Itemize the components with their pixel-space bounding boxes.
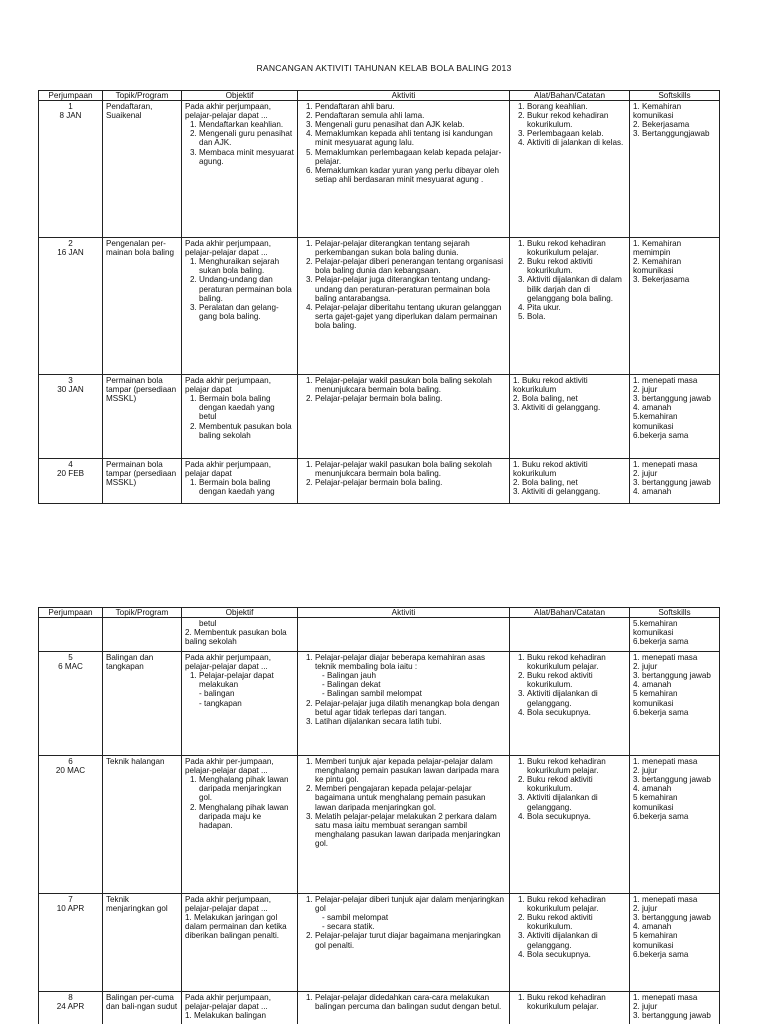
meeting-cell	[39, 992, 103, 1024]
table-header-row	[39, 91, 720, 101]
softskill: 1. menepati masa	[633, 895, 698, 905]
list-item: 1. Borang keahlian.	[527, 102, 626, 111]
meeting-number: 4	[68, 460, 73, 470]
list-item: 2. Pendaftaran semula ahli lama.	[315, 111, 506, 120]
activity-cell	[298, 375, 510, 459]
meeting-date: 30 JAN	[57, 385, 84, 395]
list-item: 6. Memaklumkan kadar yuran yang perlu dibayar oleh setiap ahli berdasaran minit mesyuarat agung .	[315, 166, 506, 184]
list-item: 1. Buku rekod kehadiran kokurikulum pelajar.	[527, 993, 626, 1011]
list-item: 4. Memaklumkan kepada ahli tentang isi kandungan minit mesyuarat agung lalu.	[315, 129, 506, 147]
table-row	[39, 618, 720, 652]
list-item: 2. Buku rekod aktiviti kokurikulum.	[527, 257, 626, 275]
softskills-cell	[630, 238, 720, 375]
list-item	[199, 671, 294, 707]
list-item: 1. Menghalang pihak lawan daripada menjaringkan gol.	[199, 775, 294, 802]
list-item: 1. Buku rekod kehadiran kokurikulum pelajar.	[527, 895, 626, 913]
softskill: 5 kemahiran komunikasi	[633, 793, 678, 812]
meeting-date: 16 JAN	[57, 248, 84, 258]
list-item: 1. Bermain bola baling dengan kaedah yang	[199, 478, 294, 496]
softskills-cell	[630, 992, 720, 1024]
objective-intro: Pada akhir perjumpaan, pelajar dapat	[185, 460, 271, 479]
topic-cell: Permainan bola tampar (persediaan MSSKL)	[103, 375, 182, 459]
objective-cell	[182, 894, 298, 992]
meeting-cell	[39, 459, 103, 504]
tools-cell	[510, 238, 630, 375]
dash-item: - Balingan jauh	[331, 671, 506, 680]
activity-cell	[298, 238, 510, 375]
objective-cell	[182, 992, 298, 1024]
softskill: 1. menepati masa	[633, 993, 698, 1003]
meeting-date: 24 APR	[56, 1002, 85, 1012]
objective-sub: - tangkapan	[199, 698, 242, 708]
activity-cell	[298, 618, 510, 652]
table-row	[39, 652, 720, 756]
softskill: 2. jujur	[633, 662, 658, 672]
tools-cell	[510, 894, 630, 992]
list-item: 2. Memberi pengajaran kepada pelajar-pelajar bagaimana untuk menghalang pemain pasukan lawan daripada menjaringkan gol.	[315, 784, 506, 811]
list-item: 1. Pelajar-pelajar wakil pasukan bola baling sekolah menunjukcara bermain bola baling.	[315, 376, 506, 394]
list-item: 3. Pelajar-pelajar juga diterangkan tentang undang-undang dan peraturan-peraturan permainan bola baling antarabangsa.	[315, 275, 506, 302]
dash-item: - sambil melompat	[331, 913, 506, 922]
list-item: 2. Bukur rekod kehadiran kokurikulum.	[527, 111, 626, 129]
tool-line: 3. Aktiviti di gelanggang.	[513, 487, 601, 497]
softskill: 6.bekerja sama	[633, 430, 689, 440]
meeting-number: 2	[68, 239, 73, 249]
list-item: 3. Perlembagaan kelab.	[527, 129, 626, 138]
tools-cell	[510, 618, 630, 652]
topic-cell: Pendaftaran, Suaikenal	[103, 101, 182, 238]
list-item: 1. Pelajar-pelajar wakil pasukan bola baling sekolah menunjukcara bermain bola baling.	[315, 460, 506, 478]
dash-item: - secara statik.	[331, 922, 506, 931]
list-item	[315, 895, 506, 931]
objective-sub: - balingan	[199, 689, 235, 699]
softskill: 6.bekerja sama	[633, 707, 689, 717]
softskills-cell	[630, 101, 720, 238]
list-item: 2. Buku rekod aktiviti kokurikulum.	[527, 775, 626, 793]
header-alat: Alat/Bahan/Catatan	[510, 608, 630, 618]
topic-cell	[103, 618, 182, 652]
objective-intro: Pada akhir perjumpaan, pelajar-pelajar dapat ...	[185, 895, 271, 914]
objective-line: 2. Membentuk pasukan bola baling sekolah	[185, 628, 287, 647]
list-item: 1. Bermain bola baling dengan kaedah yang betul	[199, 394, 294, 421]
topic-cell: Teknik halangan	[103, 756, 182, 894]
activity-text: 1. Pelajar-pelajar diberi tunjuk ajar dalam menjaringkan gol	[315, 895, 504, 914]
softskill: 3. Bertanggungjawab	[633, 129, 710, 139]
softskill: 4. amanah	[633, 680, 672, 690]
header-aktiviti: Aktiviti	[298, 91, 510, 101]
table-header-row	[39, 608, 720, 618]
document-title: RANCANGAN AKTIVITI TAHUNAN KELAB BOLA BALING 2013	[256, 63, 512, 73]
meeting-date: 8 JAN	[59, 111, 82, 121]
list-item: 5. Bola.	[527, 312, 626, 321]
objective-intro: Pada akhir per-jumpaan, pelajar-pelajar dapat ...	[185, 757, 274, 776]
list-item: 2. Menghalang pihak lawan daripada maju ke hadapan.	[199, 803, 294, 830]
list-item: 1. Buku rekod kehadiran kokurikulum pelajar.	[527, 653, 626, 671]
objective-text: 1. Pelajar-pelajar dapat melakukan	[199, 671, 274, 690]
header-perjumpaan: Perjumpaan	[39, 608, 103, 618]
list-item: 1. Pendaftaran ahli baru.	[315, 102, 506, 111]
tool-line: 2. Bola baling, net	[513, 394, 578, 404]
table-row	[39, 101, 720, 238]
plan-table-1	[38, 90, 720, 504]
activity-text: 1. Pelajar-pelajar diajar beberapa kemahiran asas teknik membaling bola iaitu :	[315, 653, 486, 672]
objective-cell	[182, 652, 298, 756]
list-item: 4. Bola secukupnya.	[527, 950, 626, 959]
tools-cell	[510, 101, 630, 238]
softskill: 6.bekerja sama	[633, 811, 689, 821]
meeting-cell	[39, 238, 103, 375]
softskill: 3. bertanggung jawab	[633, 1011, 711, 1021]
topic-cell: Pengenalan per-mainan bola baling	[103, 238, 182, 375]
softskill: 3. bertanggung jawab	[633, 913, 711, 923]
header-softskills: Softskills	[630, 608, 720, 618]
softskill: 5.kemahiran komunikasi	[633, 619, 678, 638]
list-item: 3. Aktiviti dijalankan di gelanggang.	[527, 931, 626, 949]
meeting-number: 3	[68, 376, 73, 386]
meeting-date: 10 APR	[56, 904, 85, 914]
softskill: 2. jujur	[633, 1002, 658, 1012]
objective-line: 1. Melakukan jaringan gol dalam permainan dan ketika diberikan balingan penalti.	[185, 913, 287, 941]
softskill: 3. Bekerjasama	[633, 275, 690, 285]
table-row	[39, 894, 720, 992]
objective-cell	[182, 459, 298, 504]
objective-line: betul	[199, 619, 217, 629]
topic-cell: Balingan dan tangkapan	[103, 652, 182, 756]
objective-cell	[182, 756, 298, 894]
meeting-cell	[39, 618, 103, 652]
header-topik: Topik/Program	[103, 608, 182, 618]
list-item: 4. Bola secukupnya.	[527, 812, 626, 821]
header-perjumpaan: Perjumpaan	[39, 91, 103, 101]
list-item: 4. Aktiviti di jalankan di kelas.	[527, 138, 626, 147]
header-topik: Topik/Program	[103, 91, 182, 101]
softskill: 3. bertanggung jawab	[633, 478, 711, 488]
softskill: 4. amanah	[633, 922, 672, 932]
list-item: 1. Pelajar-pelajar didedahkan cara-cara melakukan balingan percuma dan balingan sudut dengan betul.	[315, 993, 506, 1011]
list-item: 1. Menghuraikan sejarah sukan bola baling.	[199, 257, 294, 275]
softskill: 2. Kemahiran komunikasi	[633, 257, 682, 276]
table-row	[39, 992, 720, 1024]
list-item: 1. Buku rekod kehadiran kokurikulum pelajar.	[527, 757, 626, 775]
meeting-number: 1	[68, 102, 73, 112]
tool-line: 2. Bola baling, net	[513, 478, 578, 488]
topic-cell: Permainan bola tampar (persediaan MSSKL)	[103, 459, 182, 504]
dash-item: - Balingan sambil melompat	[331, 689, 506, 698]
tool-line: 1. Buku rekod aktiviti kokurikulum	[513, 460, 588, 479]
softskill: 2. jujur	[633, 904, 658, 914]
objective-intro: Pada akhir perjumpaan, pelajar-pelajar dapat ...	[185, 239, 271, 258]
softskill: 5 kemahiran komunikasi	[633, 931, 678, 950]
meeting-number: 8	[68, 993, 73, 1003]
softskill: 2. jujur	[633, 469, 658, 479]
tools-cell	[510, 652, 630, 756]
list-item: 4. Pelajar-pelajar diberitahu tentang ukuran gelanggan serta gajet-gajet yang diperlukan dalam permainan bola baling.	[315, 303, 506, 330]
list-item: 3. Aktiviti dijalankan di dalam bilik darjah dan di gelanggang bola baling.	[527, 275, 626, 302]
softskill: 3. bertanggung jawab	[633, 671, 711, 681]
meeting-cell	[39, 375, 103, 459]
meeting-cell	[39, 101, 103, 238]
softskills-cell	[630, 756, 720, 894]
list-item: 2. Membentuk pasukan bola baling sekolah	[199, 422, 294, 440]
tools-cell	[510, 992, 630, 1024]
table-row	[39, 756, 720, 894]
objective-intro: Pada akhir perjumpaan, pelajar dapat	[185, 376, 271, 395]
list-item: 1. Memberi tunjuk ajar kepada pelajar-pelajar dalam menghalang pemain pasukan lawan daripada mara ke pintu gol.	[315, 757, 506, 784]
list-item: 1. Pelajar-pelajar diterangkan tentang sejarah perkembangan sukan bola baling dunia.	[315, 239, 506, 257]
topic-cell: Balingan per-cuma dan bali-ngan sudut	[103, 992, 182, 1024]
softskill: 1. menepati masa	[633, 460, 698, 470]
softskills-cell	[630, 652, 720, 756]
list-item: 3. Mengenali guru penasihat dan AJK kelab.	[315, 120, 506, 129]
list-item: 1. Buku rekod kehadiran kokurikulum pelajar.	[527, 239, 626, 257]
list-item	[315, 653, 506, 698]
meeting-number: 6	[68, 757, 73, 767]
meeting-date: 20 FEB	[57, 469, 84, 479]
list-item: 2. Pelajar-pelajar diberi penerangan tentang organisasi bola baling dunia dan kebangsaan.	[315, 257, 506, 275]
objective-cell	[182, 238, 298, 375]
activity-cell	[298, 894, 510, 992]
list-item: 2. Pelajar-pelajar juga dilatih menangkap bola dengan betul agar tidak terlepas dari tangan.	[315, 699, 506, 717]
objective-cell	[182, 618, 298, 652]
tool-line: 3. Aktiviti di gelanggang.	[513, 403, 601, 413]
activity-cell	[298, 756, 510, 894]
list-item: 3. Latihan dijalankan secara latih tubi.	[315, 717, 506, 726]
activity-cell	[298, 992, 510, 1024]
softskill: 4. amanah	[633, 487, 672, 497]
softskill: 5 kemahiran komunikasi	[633, 689, 678, 708]
list-item: 2. Pelajar-pelajar turut diajar bagaimana menjaringkan gol penalti.	[315, 931, 506, 949]
list-item: 3. Membaca minit mesyuarat agung.	[199, 148, 294, 166]
topic-cell: Teknik menjaringkan gol	[103, 894, 182, 992]
list-item: 2. Undang-undang dan peraturan permainan bola baling.	[199, 275, 294, 302]
header-softskills: Softskills	[630, 91, 720, 101]
meeting-number: 7	[68, 895, 73, 905]
meeting-date: 6 MAC	[58, 662, 83, 672]
list-item: 2. Buku rekod aktiviti kokurikulum.	[527, 913, 626, 931]
list-item: 4. Pita ukur.	[527, 303, 626, 312]
header-objektif: Objektif	[182, 91, 298, 101]
list-item: 3. Melatih pelajar-pelajar melakukan 2 perkara dalam satu masa iaitu membuat serangan sambil menghalang pasukan lawan daripada menjaringkan gol.	[315, 812, 506, 848]
table-row	[39, 238, 720, 375]
activity-cell	[298, 459, 510, 504]
list-item: 2. Pelajar-pelajar bermain bola baling.	[315, 394, 506, 403]
tool-line: 1. Buku rekod aktiviti kokurikulum	[513, 376, 588, 395]
meeting-date: 20 MAC	[55, 766, 86, 776]
plan-table-2	[38, 607, 720, 1024]
list-item: 2. Pelajar-pelajar bermain bola baling.	[315, 478, 506, 487]
list-item: 3. Peralatan dan gelang- gang bola baling.	[199, 303, 294, 321]
meeting-cell	[39, 894, 103, 992]
softskill: 3. bertanggung jawab	[633, 394, 711, 404]
softskill: 1. menepati masa	[633, 653, 698, 663]
objective-intro: Pada akhir perjumpaan, pelajar-pelajar dapat ...	[185, 653, 271, 672]
activity-cell	[298, 652, 510, 756]
header-objektif: Objektif	[182, 608, 298, 618]
header-alat: Alat/Bahan/Catatan	[510, 91, 630, 101]
activity-cell	[298, 101, 510, 238]
softskill: 3. bertanggung jawab	[633, 775, 711, 785]
list-item: 3. Aktiviti dijalankan di gelanggang.	[527, 689, 626, 707]
table-row	[39, 459, 720, 504]
list-item: 2. Buku rekod aktiviti kokurikulum.	[527, 671, 626, 689]
softskill: 6.bekerja sama	[633, 637, 689, 647]
softskills-cell	[630, 459, 720, 504]
header-aktiviti: Aktiviti	[298, 608, 510, 618]
objective-line: 1. Melakukan balingan	[185, 1011, 266, 1021]
softskill: 4. amanah	[633, 403, 672, 413]
tools-cell	[510, 459, 630, 504]
list-item: 3. Aktiviti dijalankan di gelanggang.	[527, 793, 626, 811]
softskill: 2. jujur	[633, 385, 658, 395]
softskills-cell	[630, 894, 720, 992]
meeting-cell	[39, 756, 103, 894]
objective-intro: Pada akhir perjumpaan, pelajar-pelajar dapat ...	[185, 102, 271, 121]
meeting-number: 5	[68, 653, 73, 663]
tools-cell	[510, 756, 630, 894]
list-item: 4. Bola secukupnya.	[527, 708, 626, 717]
softskill: 4. amanah	[633, 784, 672, 794]
softskill: 1. Kemahiran komunikasi	[633, 102, 682, 121]
dash-item: - Balingan dekat	[331, 680, 506, 689]
softskill: 1. menepati masa	[633, 376, 698, 386]
table-row	[39, 375, 720, 459]
softskill: 2. Bekerjasama	[633, 120, 690, 130]
list-item: 2. Mengenali guru penasihat dan AJK.	[199, 129, 294, 147]
softskills-cell	[630, 375, 720, 459]
objective-intro: Pada akhir perjumpaan, pelajar-pelajar dapat ...	[185, 993, 271, 1012]
softskill: 2. jujur	[633, 766, 658, 776]
softskill: 5.kemahiran komunikasi	[633, 412, 678, 431]
objective-cell	[182, 375, 298, 459]
list-item: 1. Mendaftarkan keahlian.	[199, 120, 294, 129]
objective-cell	[182, 101, 298, 238]
list-item: 5. Memaklumkan perlembagaan kelab kepada pelajar-pelajar.	[315, 148, 506, 166]
softskills-cell	[630, 618, 720, 652]
meeting-cell	[39, 652, 103, 756]
softskill: 1. menepati masa	[633, 757, 698, 767]
softskill: 6.bekerja sama	[633, 949, 689, 959]
tools-cell	[510, 375, 630, 459]
softskill: 1. Kemahiran memimpin	[633, 239, 682, 258]
